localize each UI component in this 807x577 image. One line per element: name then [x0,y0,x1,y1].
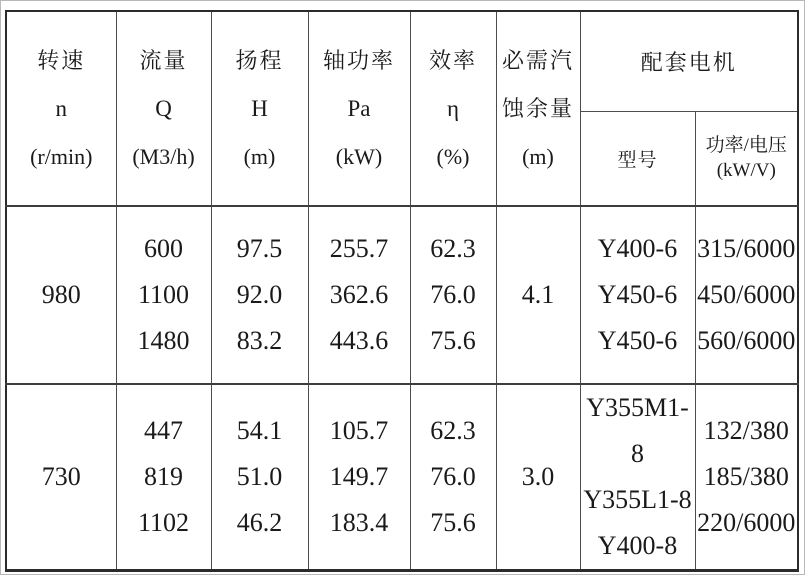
header-shaft-power [308,11,410,206]
header-npsh [496,11,580,206]
cell-power-voltages [695,206,798,384]
flow-value: 447 [144,416,183,445]
header-head-symbol: H [251,95,268,121]
shaft-power-value: 362.6 [329,280,389,309]
power-voltage-value: 132/380 [703,416,789,445]
header-efficiency-unit: (%) [436,143,470,169]
cell-shaft-power-values [308,206,410,384]
header-flow-label: 流量 [139,47,188,73]
header-npsh-label-line1: 必需汽 [501,47,574,73]
cell-motor-models [580,384,695,571]
shaft-power-value: 105.7 [329,416,389,445]
cell-power-voltages [695,384,798,571]
table-row [6,384,798,571]
header-npsh-unit: (m) [522,143,554,169]
motor-model-value: Y400-6 [597,234,678,263]
header-head-label: 扬程 [235,47,284,73]
efficiency-value: 75.6 [430,326,476,355]
shaft-power-value: 183.4 [329,508,389,537]
header-speed [6,11,116,206]
header-speed-symbol: n [55,95,67,121]
header-motor-model: 型号 [580,111,695,206]
cell-speed: 730 [6,384,116,571]
efficiency-value: 76.0 [430,280,476,309]
efficiency-value: 75.6 [430,508,476,537]
efficiency-value: 62.3 [430,416,476,445]
head-value: 51.0 [236,462,283,491]
header-shaft-power-symbol: Pa [347,95,371,121]
header-motor-group: 配套电机 [580,11,798,111]
shaft-power-value: 149.7 [329,462,389,491]
speed-block-730 [6,384,798,571]
power-voltage-value: 450/6000 [697,280,796,309]
motor-model-value: Y355M1-8 [586,393,689,468]
cell-motor-models [580,206,695,384]
flow-value: 1102 [137,508,190,537]
header-speed-label: 转速 [37,47,86,73]
cell-efficiency-values [410,384,496,571]
header-head [211,11,308,206]
header-speed-unit: (r/min) [30,143,93,169]
header-shaft-power-label: 轴功率 [322,47,395,73]
pump-spec-table [5,10,799,572]
motor-model-value: Y450-6 [597,280,678,309]
header-motor-power-voltage-label: 功率/电压 [705,135,787,157]
efficiency-value: 62.3 [430,234,476,263]
header-npsh-label-line2: 蚀余量 [501,95,574,121]
cell-speed: 980 [6,206,116,384]
motor-model-value: Y400-8 [597,531,678,560]
header-efficiency [410,11,496,206]
efficiency-value: 76.0 [430,462,476,491]
power-voltage-value: 560/6000 [697,326,796,355]
head-value: 83.2 [236,326,283,355]
cell-efficiency-values [410,206,496,384]
head-value: 97.5 [236,234,283,263]
shaft-power-value: 255.7 [329,234,389,263]
cell-npsh: 3.0 [496,384,580,571]
head-value: 54.1 [236,416,283,445]
power-voltage-value: 185/380 [703,462,789,491]
motor-model-value: Y450-6 [597,326,678,355]
header-flow-unit: (M3/h) [132,143,195,169]
power-voltage-value: 315/6000 [697,234,796,263]
cell-shaft-power-values [308,384,410,571]
flow-value: 600 [144,234,183,263]
header-flow [116,11,211,206]
header-head-unit: (m) [243,143,276,169]
motor-model-value: Y355L1-8 [583,485,692,514]
power-voltage-value: 220/6000 [697,508,796,537]
header-efficiency-symbol: η [446,95,460,121]
header-shaft-power-unit: (kW) [335,143,383,169]
flow-value: 819 [144,462,183,491]
header-motor-power-voltage [695,111,798,206]
cell-flow-values [116,206,211,384]
header-motor-power-voltage-unit: (kW/V) [716,160,776,182]
speed-block-980 [6,206,798,384]
header-flow-symbol: Q [155,95,172,121]
cell-head-values [211,384,308,571]
flow-value: 1100 [137,280,190,309]
head-value: 92.0 [236,280,283,309]
flow-value: 1480 [137,326,190,355]
shaft-power-value: 443.6 [329,326,389,355]
cell-head-values [211,206,308,384]
table-header [6,11,798,206]
head-value: 46.2 [236,508,283,537]
cell-flow-values [116,384,211,571]
cell-npsh: 4.1 [496,206,580,384]
header-efficiency-label: 效率 [428,47,477,73]
table-row [6,206,798,384]
